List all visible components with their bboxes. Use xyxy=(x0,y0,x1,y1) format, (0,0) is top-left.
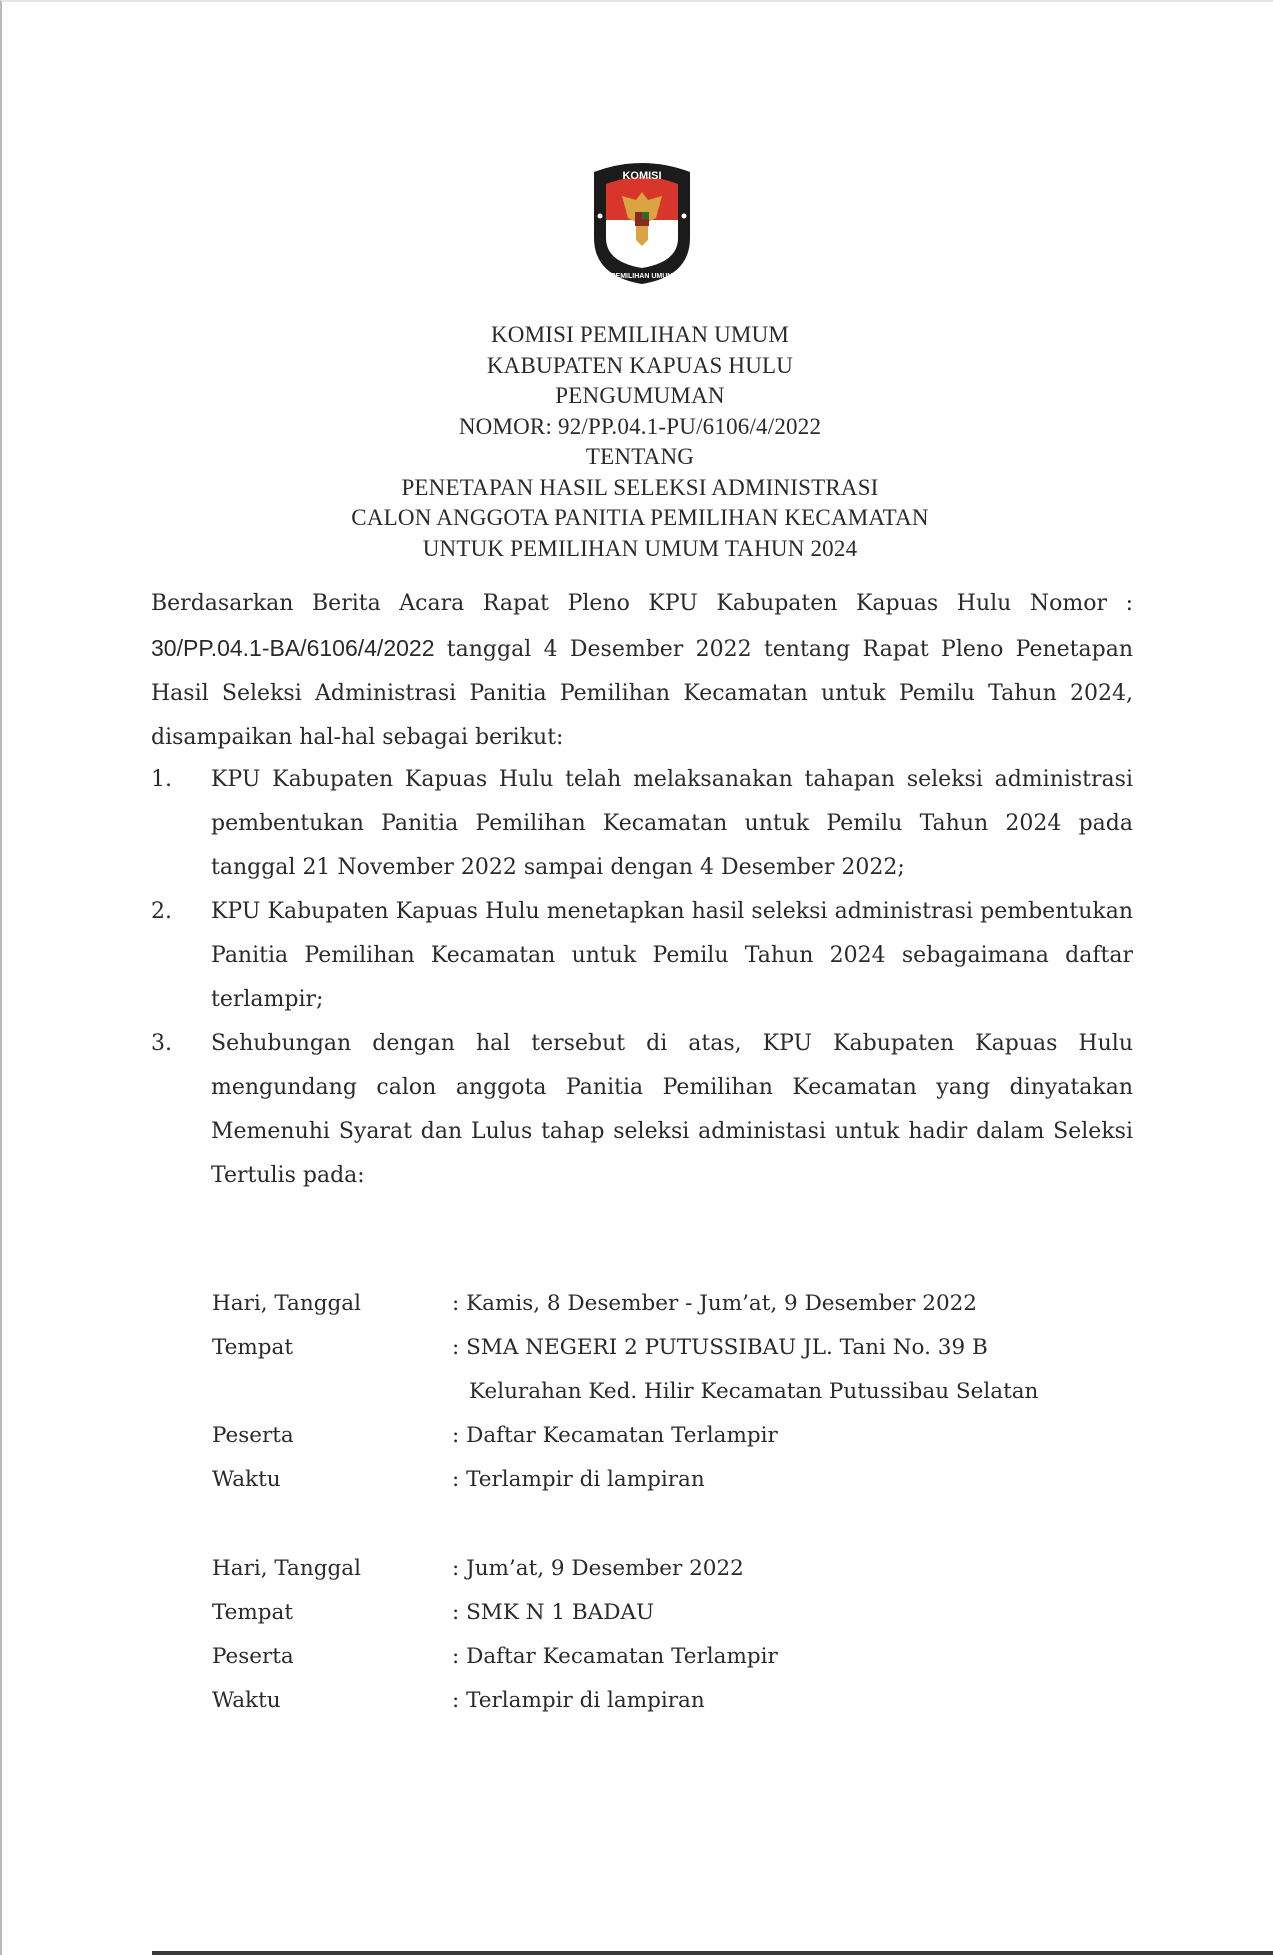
intro-text-2: tanggal 4 Desember 2022 tentang Rapat Pleno Penetapan Hasil Seleksi Administrasi Panitia Pemilihan Kecamatan untuk Pemilu Tahun 2024, disampaikan hal-hal sebagai berikut: xyxy=(151,637,1133,750)
kpu-logo xyxy=(586,158,698,286)
intro-text-1: Berdasarkan Berita Acara Rapat Pleno KPU Kabupaten Kapuas Hulu Nomor : xyxy=(151,591,1133,616)
heading-doc-type: PENGUMUMAN xyxy=(555,383,725,408)
heading-number: NOMOR: 92/PP.04.1-PU/6106/4/2022 xyxy=(458,413,822,439)
heading-subject-1: PENETAPAN HASIL SELEKSI ADMINISTRASI xyxy=(401,474,879,500)
schedule-value: : SMK N 1 BADAU xyxy=(452,1600,655,1625)
heading-region: KABUPATEN KAPUAS HULU xyxy=(486,352,794,378)
list-item-text: KPU Kabupaten Kapuas Hulu menetapkan hasil seleksi administrasi pembentukan Panitia Pemilihan Kecamatan untuk Pemilu Tahun 2024 sebagaimana daftar terlampir; xyxy=(211,899,1133,1012)
schedule-value: : Jum’at, 9 Desember 2022 xyxy=(452,1556,744,1581)
schedule-value: : Kamis, 8 Desember - Jum’at, 9 Desember 2022 xyxy=(452,1291,977,1316)
list-item-number: 1. xyxy=(151,767,172,792)
logo-bottom-text: PEMILIHAN UMUM xyxy=(610,273,674,280)
reference-number: 30/PP.04.1-BA/6106/4/2022 xyxy=(151,635,435,661)
kpu-garuda-emblem-icon xyxy=(586,158,698,286)
list-item xyxy=(151,890,1133,1022)
schedule-value-continuation: Kelurahan Ked. Hilir Kecamatan Putussibau Selatan xyxy=(469,1379,1039,1404)
schedule-value: : SMA NEGERI 2 PUTUSSIBAU JL. Tani No. 39 B xyxy=(452,1335,988,1360)
scan-bottom-edge xyxy=(152,1951,1273,1955)
heading-subject-2: CALON ANGGOTA PANITIA PEMILIHAN KECAMATAN xyxy=(351,505,929,530)
list-item-number: 2. xyxy=(151,899,172,924)
schedule-value: : Terlampir di lampiran xyxy=(452,1688,705,1713)
schedule-label: Waktu xyxy=(212,1467,281,1492)
schedule-value: : Daftar Kecamatan Terlampir xyxy=(452,1644,778,1669)
schedule-label: Hari, Tanggal xyxy=(212,1291,361,1316)
numbered-list xyxy=(151,758,1133,1198)
schedule-label: Tempat xyxy=(212,1600,294,1625)
list-item xyxy=(151,1022,1133,1198)
schedule-value: : Terlampir di lampiran xyxy=(452,1467,705,1492)
list-item xyxy=(151,758,1133,890)
heading-about: TENTANG xyxy=(585,444,695,469)
document-heading xyxy=(302,320,978,564)
schedule-label: Peserta xyxy=(212,1423,294,1448)
heading-subject-3: UNTUK PEMILIHAN UMUM TAHUN 2024 xyxy=(422,535,858,561)
list-item-text: KPU Kabupaten Kapuas Hulu telah melaksanakan tahapan seleksi administrasi pembentukan Panitia Pemilihan Kecamatan untuk Pemilu Tahun 2024 pada tanggal 21 November 2022 sampai dengan 4 Desember 2022; xyxy=(211,767,1133,880)
list-item-text: Sehubungan dengan hal tersebut di atas, KPU Kabupaten Kapuas Hulu mengundang calon anggota Panitia Pemilihan Kecamatan yang dinyatakan Memenuhi Syarat dan Lulus tahap seleksi administasi untuk hadir dalam Seleksi Tertulis pada: xyxy=(211,1031,1133,1188)
schedule-label: Peserta xyxy=(212,1644,294,1669)
schedule-label: Waktu xyxy=(212,1688,281,1713)
schedule-label: Tempat xyxy=(212,1335,294,1360)
logo-top-text: KOMISI xyxy=(622,170,662,182)
schedule-label: Hari, Tanggal xyxy=(212,1556,361,1581)
intro-paragraph xyxy=(151,582,1133,760)
heading-institution: KOMISI PEMILIHAN UMUM xyxy=(490,322,790,347)
list-item-number: 3. xyxy=(151,1031,172,1056)
schedule-value: : Daftar Kecamatan Terlampir xyxy=(452,1423,778,1448)
